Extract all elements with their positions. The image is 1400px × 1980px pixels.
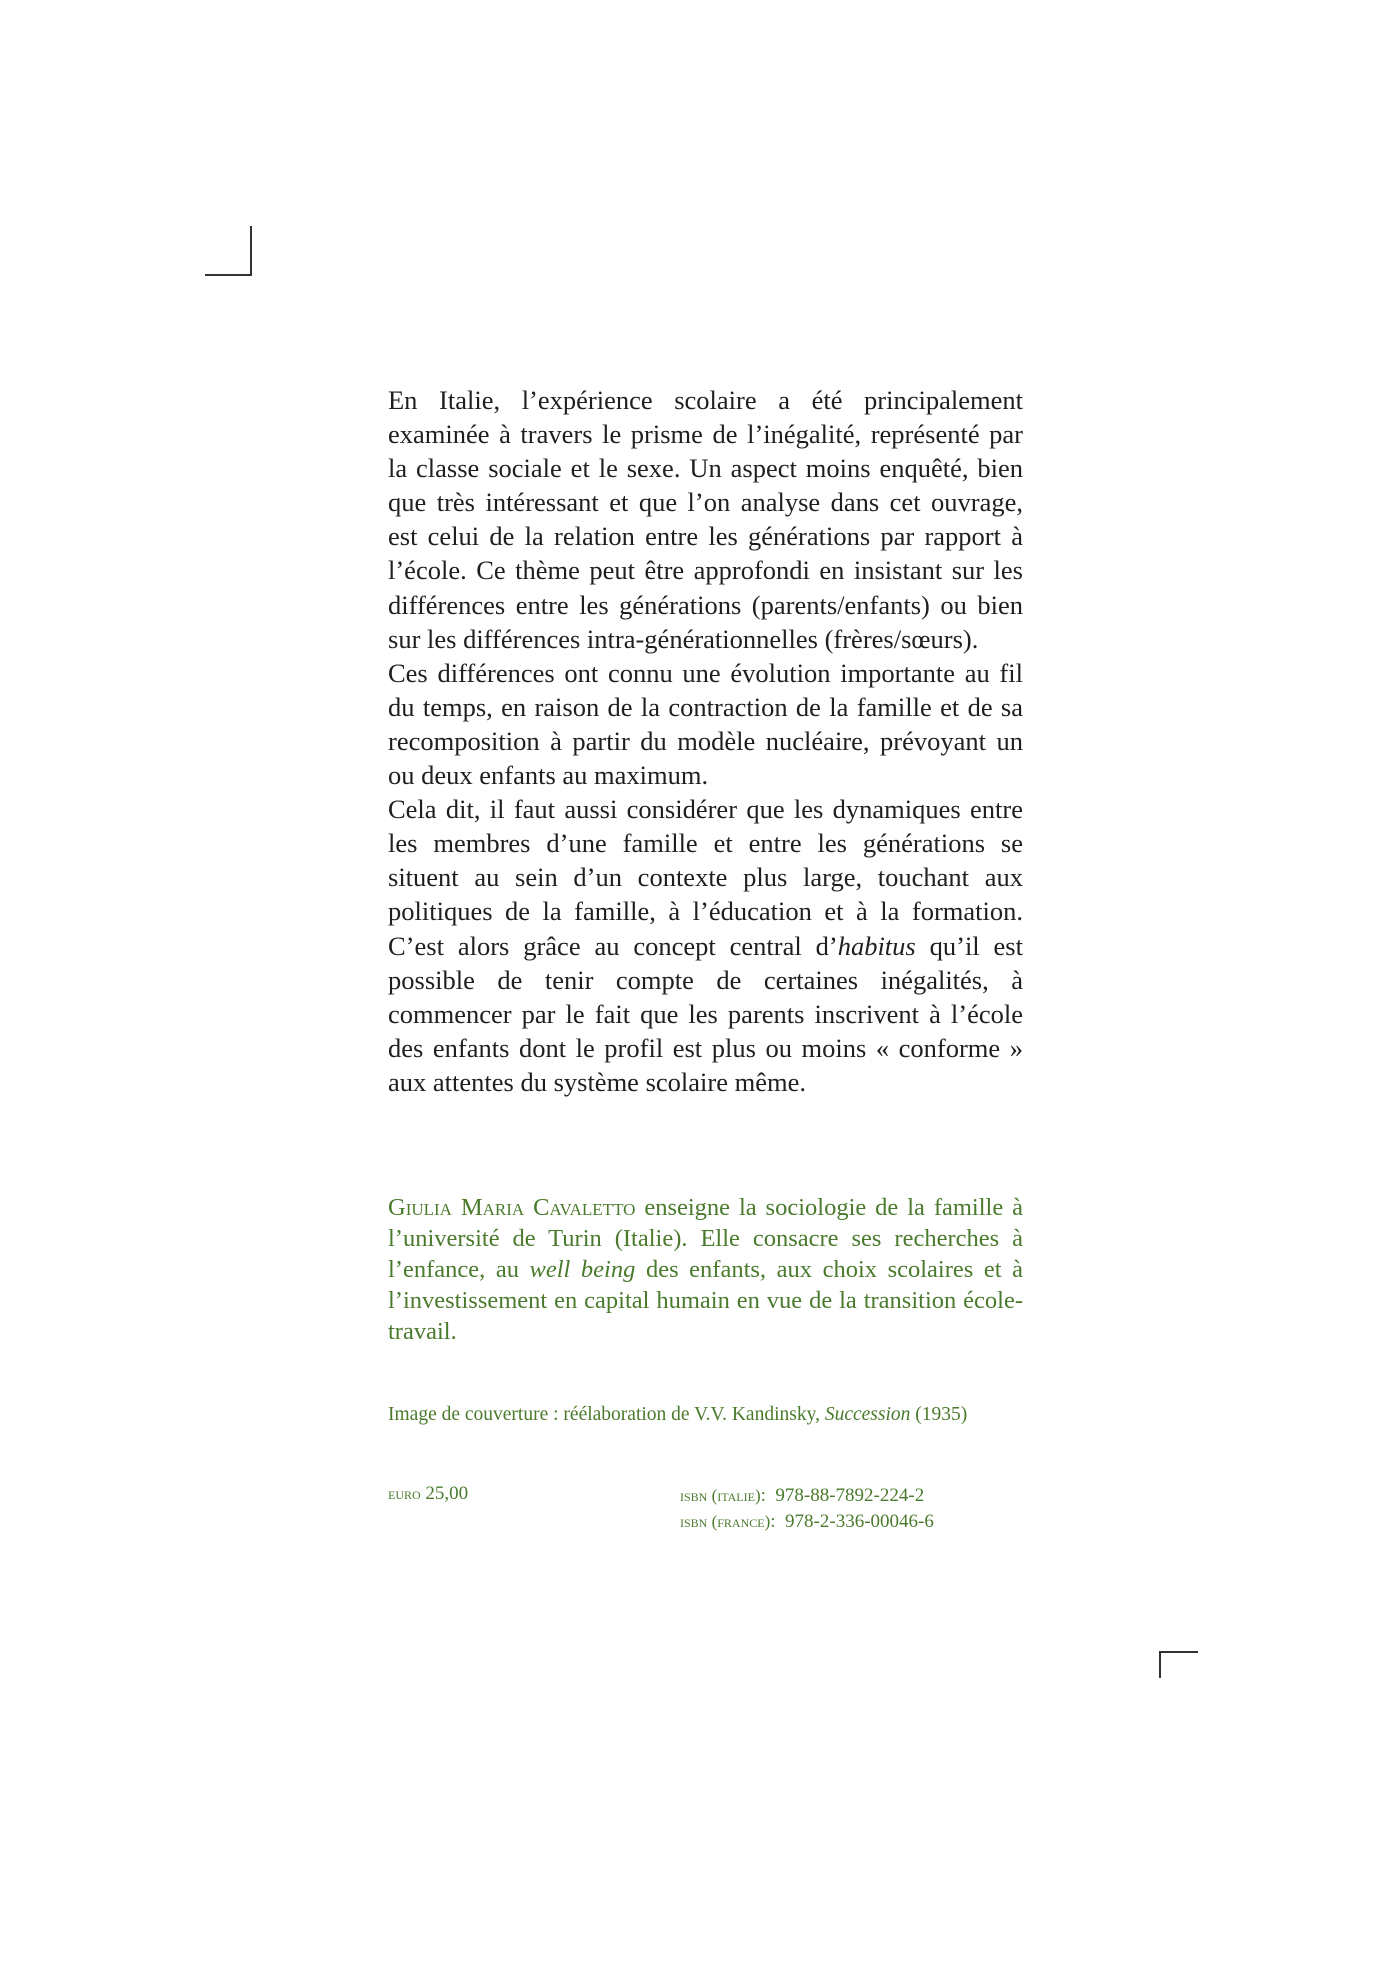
cover-image-credit <box>388 1404 967 1426</box>
price-currency: euro <box>388 1484 421 1503</box>
author-bio-text-after: des enfants, aux choix scolaires et à l’investissement en capital humain en vue de la transition école-travail. <box>388 1256 1024 1345</box>
habitus-term: habitus <box>837 930 916 961</box>
price-value: 25,00 <box>425 1483 469 1504</box>
isbn-france-value: 978-2-336-00046-6 <box>785 1511 934 1532</box>
crop-mark-top-left-horizontal <box>205 274 251 276</box>
author-bio <box>388 1192 1023 1347</box>
blurb-paragraph-3 <box>388 792 1023 1099</box>
isbn-italy: isbn (italie): 978-88-7892-224-2 <box>680 1485 925 1506</box>
crop-mark-top-left-vertical <box>250 226 252 276</box>
author-bio-text-before: enseigne la sociologie de la famille à l’université de Turin (Italie). Elle consacre ses recherches à l’enfance, au <box>388 1194 1023 1283</box>
crop-mark-bottom-right-horizontal <box>1159 1651 1198 1653</box>
author-name: Giulia Maria Cavaletto <box>388 1194 636 1221</box>
isbn-france-label: isbn (france) <box>680 1512 771 1531</box>
isbn-italy-label: isbn (italie) <box>680 1486 761 1505</box>
blurb-paragraph-3-start: Cela dit, il faut aussi considérer que les dynamiques entre les membres d’une famille et entre les générations se situent au sein d’un contexte plus large, touchant aux politiques de la famille, à l’éducation et à la formation. C’est alors grâce au concept central d’ <box>388 794 1023 961</box>
cover-artwork-title: Succession <box>824 1404 911 1425</box>
back-cover-blurb <box>388 383 1023 1099</box>
isbn-italy-value: 978-88-7892-224-2 <box>775 1485 925 1506</box>
price <box>388 1483 468 1505</box>
author-bio-italic: well being <box>529 1256 636 1283</box>
blurb-paragraph-2: Ces différences ont connu une évolution importante au fil du temps, en raison de la contraction de la famille et de sa recomposition à partir du modèle nucléaire, prévoyant un ou deux enfants au maximum. <box>388 657 1023 791</box>
cover-credit-prefix: Image de couverture : réélaboration de V.V. Kandinsky, <box>388 1404 825 1425</box>
crop-mark-bottom-right-vertical <box>1159 1651 1161 1678</box>
isbn-block <box>680 1483 934 1535</box>
isbn-france: isbn (france): 978-2-336-00046-6 <box>680 1511 934 1532</box>
blurb-paragraph-1: En Italie, l’expérience scolaire a été principalement examinée à travers le prisme de l’inégalité, représenté par la classe sociale et le sexe. Un aspect moins enquêté, bien que très intéressant et que l’on analyse dans cet ouvrage, est celui de la relation entre les générations par rapport à l’école. Ce thème peut être approfondi en insistant sur les différences entre les générations (parents/enfants) ou bien sur les différences intra-générationnelles (frères/sœurs). <box>388 385 1023 654</box>
blurb-paragraph-3-end: qu’il est possible de tenir compte de certaines inégalités, à commencer par le fait que les parents inscrivent à l’école des enfants dont le profil est plus ou moins « conforme » aux attentes du système scolaire même. <box>388 930 1023 1097</box>
cover-credit-suffix: (1935) <box>910 1404 968 1425</box>
